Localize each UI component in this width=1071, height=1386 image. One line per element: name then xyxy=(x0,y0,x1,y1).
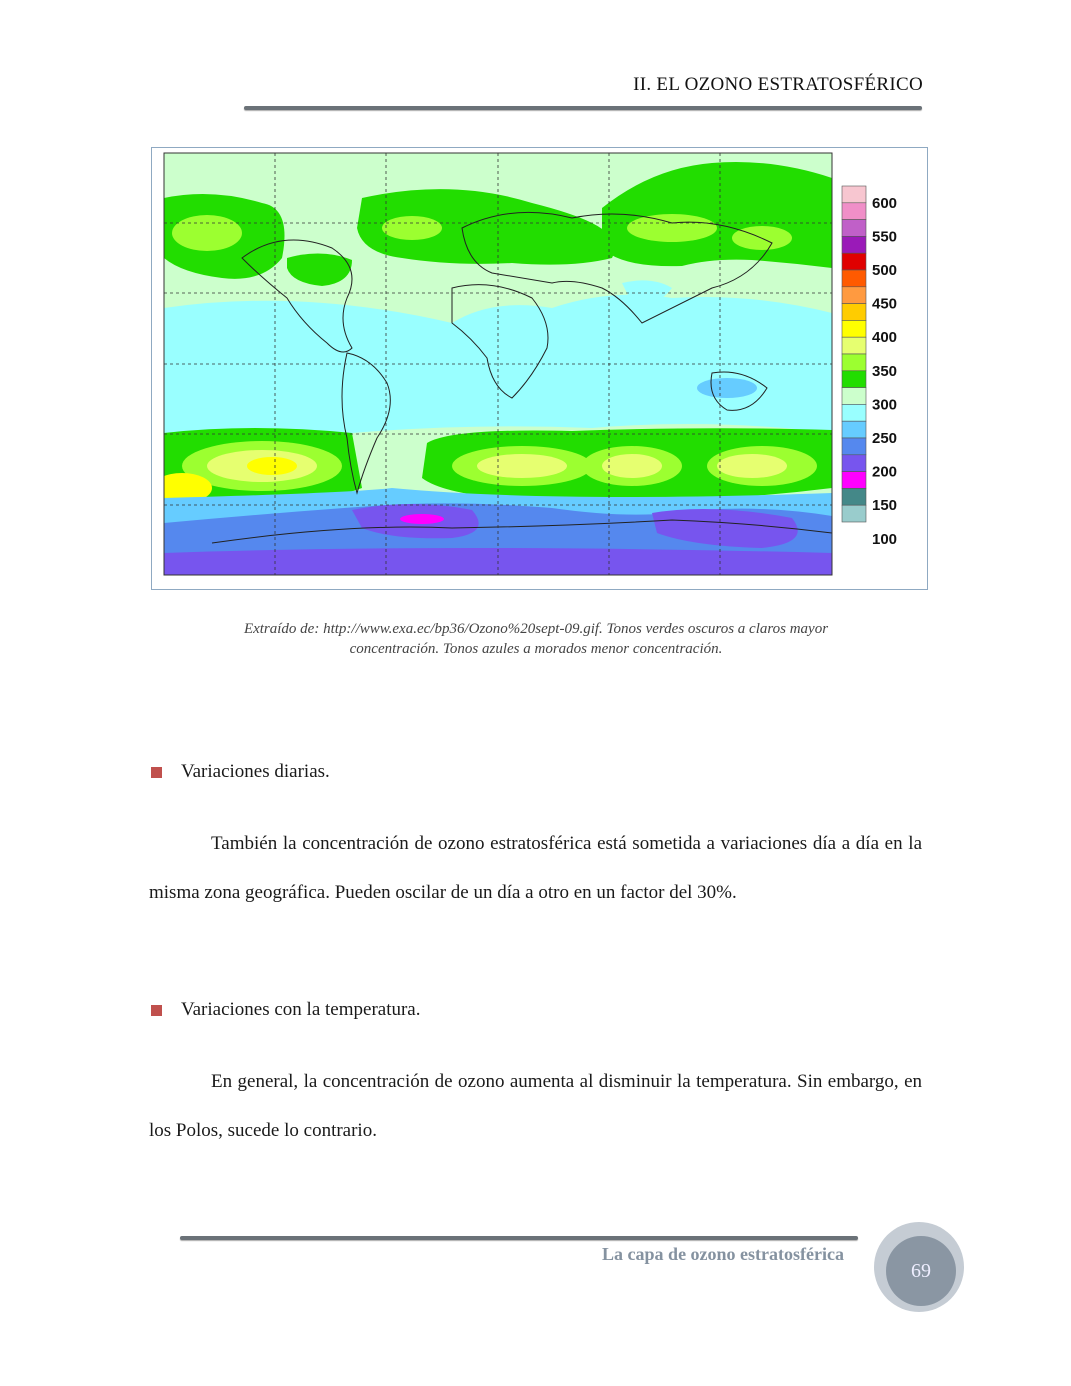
caption-line-2: concentración. Tonos azules a morados menor concentración. xyxy=(349,641,723,657)
legend-label: 400 xyxy=(872,329,898,347)
legend-swatch xyxy=(842,337,866,354)
legend-swatch xyxy=(842,320,866,337)
legend-label: 250 xyxy=(872,430,898,447)
legend-label: 550 xyxy=(872,228,898,246)
legend-swatch xyxy=(842,388,866,405)
legend-label: 100 xyxy=(872,530,898,548)
paragraph-temperature-variations xyxy=(149,1057,922,1155)
footer-title: La capa de ozono estratosférica xyxy=(602,1244,844,1264)
bullet-daily-variations xyxy=(151,761,330,783)
legend-swatch xyxy=(842,404,866,421)
legend-swatch xyxy=(842,455,866,472)
legend-swatch xyxy=(842,203,866,220)
paragraph-text: En general, la concentración de ozono aumenta al disminuir la temperatura. Sin embargo, en los Polos, sucede lo contrario. xyxy=(149,1071,922,1141)
legend-label: 200 xyxy=(872,463,898,481)
legend-label: 500 xyxy=(872,262,898,279)
legend-swatch xyxy=(842,236,866,253)
legend-swatch xyxy=(842,304,866,321)
legend-label: 300 xyxy=(872,396,898,414)
ozone-map xyxy=(152,153,832,575)
bullet-temperature-variations xyxy=(151,999,421,1021)
ozone-map-svg xyxy=(152,148,927,589)
paragraph-text: También la concentración de ozono estratosférica está sometida a variaciones día a día en la misma zona geográfica. Pueden oscilar de un día a otro en un factor del 30%. xyxy=(149,833,922,903)
bullet-square-icon xyxy=(151,1005,162,1016)
legend-swatch xyxy=(842,421,866,438)
legend-swatch xyxy=(842,354,866,371)
ozone-map-figure xyxy=(151,147,928,590)
page-number-badge xyxy=(874,1222,964,1312)
paragraph-daily-variations xyxy=(149,819,922,917)
legend-swatch xyxy=(842,488,866,505)
caption-line-1: Extraído de: http://www.exa.ec/bp36/Ozono%20sept-09.gif. Tonos verdes oscuros a claros mayor xyxy=(243,621,829,637)
legend-label: 600 xyxy=(872,194,898,212)
ozone-legend xyxy=(842,186,897,548)
page-number: 69 xyxy=(886,1236,956,1306)
running-header: II. EL OZONO ESTRATOSFÉRICO xyxy=(633,74,923,95)
header-divider xyxy=(244,106,922,110)
legend-swatch xyxy=(842,438,866,455)
legend-swatch xyxy=(842,270,866,287)
bullet-label: Variaciones con la temperatura. xyxy=(181,999,421,1020)
legend-label: 450 xyxy=(872,295,898,313)
legend-swatch xyxy=(842,186,866,203)
legend-swatch xyxy=(842,220,866,237)
legend-swatch xyxy=(842,287,866,304)
legend-label: 350 xyxy=(872,362,898,380)
legend-label: 150 xyxy=(872,497,898,515)
legend-swatch xyxy=(842,505,866,522)
footer-divider xyxy=(180,1236,858,1240)
legend-swatch xyxy=(842,253,866,270)
figure-caption xyxy=(160,619,912,659)
bullet-label: Variaciones diarias. xyxy=(181,761,330,782)
legend-swatch xyxy=(842,472,866,489)
bullet-square-icon xyxy=(151,767,162,778)
legend-swatch xyxy=(842,371,866,388)
